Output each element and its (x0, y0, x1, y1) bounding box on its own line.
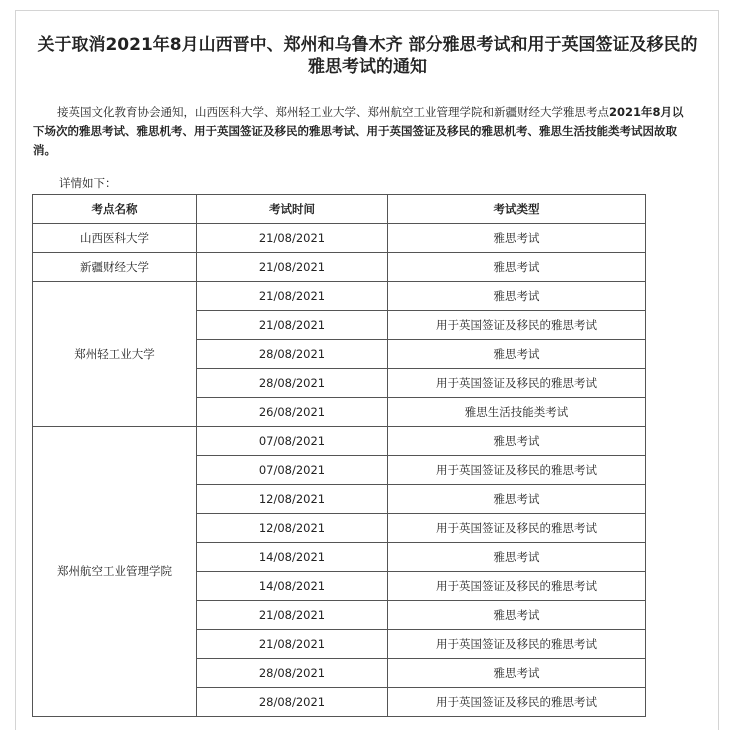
type-cell: 用于英国签证及移民的雅思考试 (388, 572, 646, 601)
date-cell: 21/08/2021 (197, 601, 388, 630)
notice-paragraph (33, 103, 688, 160)
type-cell: 雅思考试 (388, 253, 646, 282)
date-cell: 28/08/2021 (197, 659, 388, 688)
cancellation-table (32, 194, 646, 717)
paragraph-intro: 接英国文化教育协会通知，山西医科大学、郑州轻工业大学、郑州航空工业管理学院和新疆财经大学雅思考点 (57, 105, 609, 119)
date-cell: 28/08/2021 (197, 369, 388, 398)
venue-cell: 山西医科大学 (33, 224, 197, 253)
date-cell: 12/08/2021 (197, 514, 388, 543)
date-cell: 28/08/2021 (197, 688, 388, 717)
header-type: 考试类型 (388, 195, 646, 224)
table-row (33, 282, 646, 311)
type-cell: 用于英国签证及移民的雅思考试 (388, 630, 646, 659)
venue-cell: 郑州轻工业大学 (33, 282, 197, 427)
type-cell: 雅思考试 (388, 427, 646, 456)
type-cell: 雅思考试 (388, 659, 646, 688)
date-cell: 14/08/2021 (197, 572, 388, 601)
venue-cell: 郑州航空工业管理学院 (33, 427, 197, 717)
type-cell: 雅思考试 (388, 282, 646, 311)
details-label: 详情如下： (59, 176, 117, 190)
table-header-row (33, 195, 646, 224)
type-cell: 用于英国签证及移民的雅思考试 (388, 514, 646, 543)
table-row (33, 253, 646, 282)
date-cell: 21/08/2021 (197, 282, 388, 311)
type-cell: 雅思考试 (388, 543, 646, 572)
type-cell: 雅思考试 (388, 224, 646, 253)
header-venue: 考点名称 (33, 195, 197, 224)
date-cell: 12/08/2021 (197, 485, 388, 514)
type-cell: 雅思生活技能类考试 (388, 398, 646, 427)
date-cell: 07/08/2021 (197, 456, 388, 485)
type-cell: 用于英国签证及移民的雅思考试 (388, 311, 646, 340)
table-row (33, 427, 646, 456)
type-cell: 用于英国签证及移民的雅思考试 (388, 369, 646, 398)
date-cell: 21/08/2021 (197, 224, 388, 253)
date-cell: 21/08/2021 (197, 630, 388, 659)
date-cell: 14/08/2021 (197, 543, 388, 572)
type-cell: 用于英国签证及移民的雅思考试 (388, 456, 646, 485)
date-cell: 07/08/2021 (197, 427, 388, 456)
type-cell: 雅思考试 (388, 485, 646, 514)
header-date: 考试时间 (197, 195, 388, 224)
type-cell: 用于英国签证及移民的雅思考试 (388, 688, 646, 717)
type-cell: 雅思考试 (388, 340, 646, 369)
date-cell: 21/08/2021 (197, 311, 388, 340)
paragraph-bold: 2021年8月以下场次的雅思考试、雅思机考、用于英国签证及移民的雅思考试、用于英国签证及移民的雅思机考、雅思生活技能类考试因故取消。 (33, 105, 684, 157)
table-row (33, 224, 646, 253)
date-cell: 28/08/2021 (197, 340, 388, 369)
venue-cell: 新疆财经大学 (33, 253, 197, 282)
notice-title: 关于取消2021年8月山西晋中、郑州和乌鲁木齐 部分雅思考试和用于英国签证及移民的雅思考试的通知 (37, 35, 698, 77)
date-cell: 26/08/2021 (197, 398, 388, 427)
type-cell: 雅思考试 (388, 601, 646, 630)
date-cell: 21/08/2021 (197, 253, 388, 282)
